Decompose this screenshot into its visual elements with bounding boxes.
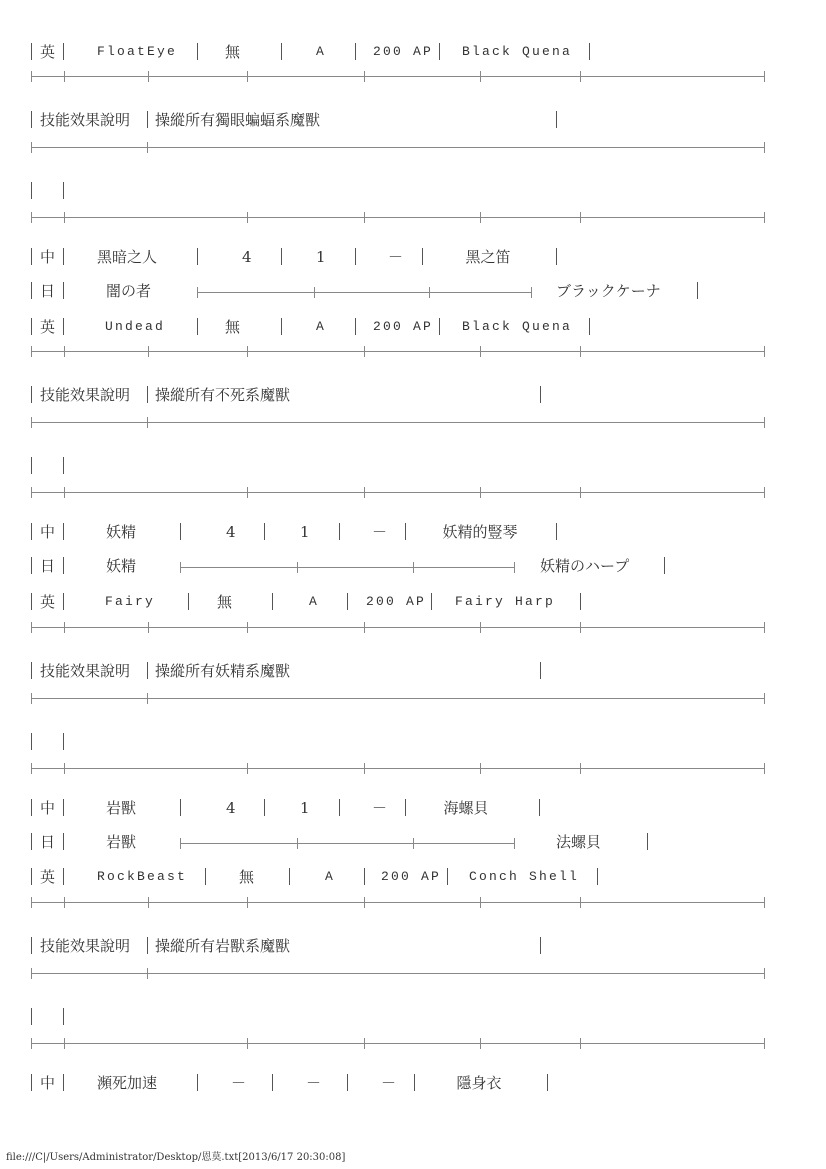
skill-name-en: Undead bbox=[105, 319, 166, 334]
skill-effect-text: 操縱所有獨眼蝙蝠系魔獸 bbox=[155, 111, 321, 129]
skill-name-ja: 岩獸 bbox=[106, 833, 137, 851]
cell-separator bbox=[31, 318, 32, 335]
cell-separator bbox=[414, 1074, 415, 1091]
cell-separator bbox=[347, 593, 348, 610]
lang-label-en: 英 bbox=[40, 43, 56, 61]
skill-effect-text: 操縱所有妖精系魔獸 bbox=[155, 662, 291, 680]
rule-tick bbox=[580, 346, 581, 357]
cell-zh-2: － bbox=[388, 248, 404, 266]
rule-tick bbox=[247, 346, 248, 357]
cell-separator bbox=[147, 662, 148, 679]
cell-zh-3: 隱身衣 bbox=[456, 1074, 502, 1092]
merged-cell-rule bbox=[180, 843, 514, 844]
cell-separator bbox=[364, 868, 365, 885]
cell-separator bbox=[647, 833, 648, 850]
cell-separator bbox=[31, 386, 32, 403]
rule-tick bbox=[764, 212, 765, 223]
rule-tick bbox=[31, 1038, 32, 1049]
skill-name-en: Fairy bbox=[105, 594, 156, 609]
row-separator-rule bbox=[31, 902, 764, 903]
rule-tick bbox=[580, 897, 581, 908]
cell-separator bbox=[281, 43, 282, 60]
row-separator-rule bbox=[31, 76, 764, 77]
cell-en-2: 200 AP bbox=[381, 869, 442, 884]
cell-separator bbox=[589, 43, 590, 60]
skill-bottom-rule bbox=[31, 973, 764, 974]
lang-label-zh: 中 bbox=[40, 248, 56, 266]
rule-tick bbox=[480, 622, 481, 633]
rule-tick bbox=[580, 1038, 581, 1049]
cell-zh-1: 1 bbox=[316, 248, 326, 266]
cell-separator bbox=[272, 593, 273, 610]
skill-name-zh: 妖精 bbox=[106, 523, 137, 541]
cell-separator bbox=[405, 799, 406, 816]
cell-en-0: 無 bbox=[239, 868, 255, 886]
lang-label-ja: 日 bbox=[40, 833, 56, 851]
rule-tick bbox=[764, 693, 765, 704]
cell-separator bbox=[31, 457, 32, 474]
cell-en-3: Black Quena bbox=[462, 44, 573, 59]
skill-effect-label: 技能效果說明 bbox=[40, 111, 131, 129]
row-separator-rule bbox=[31, 627, 764, 628]
print-footer: file:///C|/Users/Administrator/Desktop/恩莫.txt[2013/6/17 20:30:08] bbox=[6, 1152, 346, 1163]
skill-name-ja: 妖精 bbox=[106, 557, 137, 575]
skill-effect-label: 技能效果說明 bbox=[40, 937, 131, 955]
rule-tick bbox=[31, 71, 32, 82]
rule-tick bbox=[180, 562, 181, 573]
rule-tick bbox=[764, 346, 765, 357]
rule-tick bbox=[247, 897, 248, 908]
cell-zh-0: 4 bbox=[226, 523, 236, 541]
cell-en-0: 無 bbox=[225, 43, 241, 61]
rule-tick bbox=[413, 838, 414, 849]
cell-separator bbox=[439, 318, 440, 335]
cell-zh-0: 4 bbox=[242, 248, 252, 266]
rule-tick bbox=[580, 487, 581, 498]
cell-separator bbox=[63, 523, 64, 540]
rule-tick bbox=[147, 968, 148, 979]
cell-separator bbox=[355, 318, 356, 335]
cell-en-3: Black Quena bbox=[462, 319, 573, 334]
cell-separator bbox=[339, 523, 340, 540]
rule-tick bbox=[64, 763, 65, 774]
cell-en-1: A bbox=[309, 594, 320, 609]
cell-en-1: A bbox=[325, 869, 336, 884]
lang-label-ja: 日 bbox=[40, 282, 56, 300]
cell-separator bbox=[147, 937, 148, 954]
lang-label-en: 英 bbox=[40, 593, 56, 611]
rule-tick bbox=[247, 1038, 248, 1049]
item-name-ja: 法螺貝 bbox=[556, 833, 602, 851]
cell-separator bbox=[63, 43, 64, 60]
cell-en-2: 200 AP bbox=[366, 594, 427, 609]
row-separator-rule bbox=[31, 768, 764, 769]
cell-separator bbox=[31, 662, 32, 679]
rule-tick bbox=[64, 897, 65, 908]
rule-tick bbox=[64, 487, 65, 498]
cell-separator bbox=[355, 43, 356, 60]
rule-tick bbox=[64, 622, 65, 633]
skill-effect-text: 操縱所有岩獸系魔獸 bbox=[155, 937, 291, 955]
rule-tick bbox=[764, 142, 765, 153]
rule-tick bbox=[147, 693, 148, 704]
cell-separator bbox=[547, 1074, 548, 1091]
rule-tick bbox=[64, 71, 65, 82]
cell-separator bbox=[556, 523, 557, 540]
cell-en-2: 200 AP bbox=[373, 44, 434, 59]
cell-separator bbox=[63, 1074, 64, 1091]
cell-separator bbox=[589, 318, 590, 335]
rule-tick bbox=[64, 212, 65, 223]
rule-tick bbox=[480, 1038, 481, 1049]
rule-tick bbox=[413, 562, 414, 573]
cell-zh-2: － bbox=[381, 1074, 397, 1092]
cell-separator bbox=[31, 833, 32, 850]
rule-tick bbox=[148, 897, 149, 908]
rule-tick bbox=[297, 838, 298, 849]
cell-separator bbox=[63, 248, 64, 265]
cell-en-1: A bbox=[316, 319, 327, 334]
cell-separator bbox=[147, 111, 148, 128]
cell-separator bbox=[664, 557, 665, 574]
rule-tick bbox=[364, 897, 365, 908]
cell-separator bbox=[63, 593, 64, 610]
cell-separator bbox=[431, 593, 432, 610]
row-separator-rule bbox=[31, 492, 764, 493]
cell-separator bbox=[63, 557, 64, 574]
cell-separator bbox=[31, 282, 32, 299]
cell-zh-0: 4 bbox=[226, 799, 236, 817]
cell-separator bbox=[31, 868, 32, 885]
lang-label-ja: 日 bbox=[40, 557, 56, 575]
rule-tick bbox=[31, 142, 32, 153]
cell-separator bbox=[264, 799, 265, 816]
cell-separator bbox=[63, 868, 64, 885]
rule-tick bbox=[247, 622, 248, 633]
item-name-ja: 妖精のハープ bbox=[540, 557, 630, 575]
cell-separator bbox=[405, 523, 406, 540]
cell-separator bbox=[180, 799, 181, 816]
rule-tick bbox=[364, 622, 365, 633]
rule-tick bbox=[580, 71, 581, 82]
cell-separator bbox=[197, 318, 198, 335]
cell-separator bbox=[31, 733, 32, 750]
cell-zh-1: 1 bbox=[300, 799, 310, 817]
rule-tick bbox=[31, 968, 32, 979]
rule-tick bbox=[429, 287, 430, 298]
cell-en-1: A bbox=[316, 44, 327, 59]
cell-separator bbox=[63, 457, 64, 474]
cell-en-3: Conch Shell bbox=[469, 869, 580, 884]
cell-separator bbox=[197, 248, 198, 265]
row-separator-rule bbox=[31, 217, 764, 218]
skill-bottom-rule bbox=[31, 147, 764, 148]
cell-separator bbox=[580, 593, 581, 610]
rule-tick bbox=[247, 212, 248, 223]
cell-separator bbox=[205, 868, 206, 885]
merged-cell-rule bbox=[180, 567, 514, 568]
cell-separator bbox=[281, 318, 282, 335]
lang-label-zh: 中 bbox=[40, 1074, 56, 1092]
rule-tick bbox=[364, 212, 365, 223]
cell-separator bbox=[197, 43, 198, 60]
cell-separator bbox=[355, 248, 356, 265]
rule-tick bbox=[764, 71, 765, 82]
row-separator-rule bbox=[31, 351, 764, 352]
cell-separator bbox=[63, 833, 64, 850]
cell-en-2: 200 AP bbox=[373, 319, 434, 334]
rule-tick bbox=[31, 763, 32, 774]
cell-separator bbox=[63, 182, 64, 199]
cell-en-3: Fairy Harp bbox=[455, 594, 556, 609]
skill-name-zh: 岩獸 bbox=[106, 799, 137, 817]
skill-name-zh: 黑暗之人 bbox=[97, 248, 158, 266]
rule-tick bbox=[197, 287, 198, 298]
cell-separator bbox=[697, 282, 698, 299]
cell-zh-1: － bbox=[306, 1074, 322, 1092]
rule-tick bbox=[31, 622, 32, 633]
cell-separator bbox=[31, 111, 32, 128]
cell-separator bbox=[281, 248, 282, 265]
cell-separator bbox=[289, 868, 290, 885]
rule-tick bbox=[314, 287, 315, 298]
cell-separator bbox=[31, 523, 32, 540]
rule-tick bbox=[147, 417, 148, 428]
rule-tick bbox=[64, 346, 65, 357]
cell-en-0: 無 bbox=[217, 593, 233, 611]
skill-bottom-rule bbox=[31, 698, 764, 699]
rule-tick bbox=[148, 71, 149, 82]
skill-name-zh: 瀕死加速 bbox=[97, 1074, 158, 1092]
cell-zh-2: － bbox=[372, 799, 388, 817]
skill-effect-label: 技能效果說明 bbox=[40, 662, 131, 680]
rule-tick bbox=[364, 71, 365, 82]
cell-separator bbox=[439, 43, 440, 60]
rule-tick bbox=[31, 346, 32, 357]
rule-tick bbox=[480, 763, 481, 774]
skill-effect-label: 技能效果說明 bbox=[40, 386, 131, 404]
rule-tick bbox=[764, 897, 765, 908]
cell-separator bbox=[31, 248, 32, 265]
merged-cell-rule bbox=[197, 292, 531, 293]
cell-separator bbox=[422, 248, 423, 265]
cell-separator bbox=[31, 557, 32, 574]
cell-separator bbox=[63, 318, 64, 335]
cell-zh-3: 妖精的豎琴 bbox=[442, 523, 518, 541]
cell-separator bbox=[31, 43, 32, 60]
item-name-ja: ブラックケーナ bbox=[556, 282, 661, 300]
cell-separator bbox=[31, 937, 32, 954]
lang-label-en: 英 bbox=[40, 318, 56, 336]
rule-tick bbox=[764, 763, 765, 774]
row-separator-rule bbox=[31, 1043, 764, 1044]
cell-separator bbox=[540, 662, 541, 679]
rule-tick bbox=[31, 897, 32, 908]
cell-separator bbox=[147, 386, 148, 403]
cell-separator bbox=[31, 799, 32, 816]
cell-separator bbox=[556, 111, 557, 128]
skill-name-en: FloatEye bbox=[97, 44, 178, 59]
cell-separator bbox=[188, 593, 189, 610]
rule-tick bbox=[480, 487, 481, 498]
cell-separator bbox=[31, 1074, 32, 1091]
rule-tick bbox=[764, 487, 765, 498]
cell-separator bbox=[539, 799, 540, 816]
rule-tick bbox=[764, 1038, 765, 1049]
cell-separator bbox=[540, 386, 541, 403]
skill-name-ja: 闇の者 bbox=[106, 282, 152, 300]
rule-tick bbox=[480, 897, 481, 908]
rule-tick bbox=[147, 142, 148, 153]
cell-separator bbox=[447, 868, 448, 885]
cell-separator bbox=[597, 868, 598, 885]
skill-bottom-rule bbox=[31, 422, 764, 423]
cell-separator bbox=[272, 1074, 273, 1091]
cell-en-0: 無 bbox=[225, 318, 241, 336]
rule-tick bbox=[364, 487, 365, 498]
rule-tick bbox=[148, 622, 149, 633]
cell-zh-3: 海螺貝 bbox=[443, 799, 489, 817]
cell-separator bbox=[556, 248, 557, 265]
rule-tick bbox=[580, 763, 581, 774]
rule-tick bbox=[764, 417, 765, 428]
cell-separator bbox=[63, 1008, 64, 1025]
cell-zh-0: － bbox=[231, 1074, 247, 1092]
cell-separator bbox=[197, 1074, 198, 1091]
rule-tick bbox=[31, 487, 32, 498]
rule-tick bbox=[297, 562, 298, 573]
cell-separator bbox=[31, 1008, 32, 1025]
rule-tick bbox=[148, 346, 149, 357]
rule-tick bbox=[31, 212, 32, 223]
cell-separator bbox=[31, 182, 32, 199]
rule-tick bbox=[180, 838, 181, 849]
cell-separator bbox=[540, 937, 541, 954]
lang-label-zh: 中 bbox=[40, 799, 56, 817]
skill-name-en: RockBeast bbox=[97, 869, 188, 884]
rule-tick bbox=[580, 622, 581, 633]
rule-tick bbox=[514, 562, 515, 573]
rule-tick bbox=[580, 212, 581, 223]
rule-tick bbox=[247, 71, 248, 82]
lang-label-zh: 中 bbox=[40, 523, 56, 541]
rule-tick bbox=[480, 212, 481, 223]
cell-separator bbox=[31, 593, 32, 610]
rule-tick bbox=[64, 1038, 65, 1049]
rule-tick bbox=[31, 693, 32, 704]
lang-label-en: 英 bbox=[40, 868, 56, 886]
rule-tick bbox=[364, 346, 365, 357]
rule-tick bbox=[364, 763, 365, 774]
cell-separator bbox=[347, 1074, 348, 1091]
cell-separator bbox=[63, 799, 64, 816]
rule-tick bbox=[364, 1038, 365, 1049]
rule-tick bbox=[480, 346, 481, 357]
cell-separator bbox=[63, 733, 64, 750]
rule-tick bbox=[480, 71, 481, 82]
rule-tick bbox=[31, 417, 32, 428]
skill-effect-text: 操縱所有不死系魔獸 bbox=[155, 386, 291, 404]
cell-zh-2: － bbox=[372, 523, 388, 541]
rule-tick bbox=[764, 622, 765, 633]
cell-zh-1: 1 bbox=[300, 523, 310, 541]
cell-zh-3: 黑之笛 bbox=[465, 248, 511, 266]
rule-tick bbox=[764, 968, 765, 979]
rule-tick bbox=[531, 287, 532, 298]
rule-tick bbox=[247, 763, 248, 774]
rule-tick bbox=[514, 838, 515, 849]
rule-tick bbox=[247, 487, 248, 498]
cell-separator bbox=[63, 282, 64, 299]
cell-separator bbox=[180, 523, 181, 540]
cell-separator bbox=[264, 523, 265, 540]
cell-separator bbox=[339, 799, 340, 816]
